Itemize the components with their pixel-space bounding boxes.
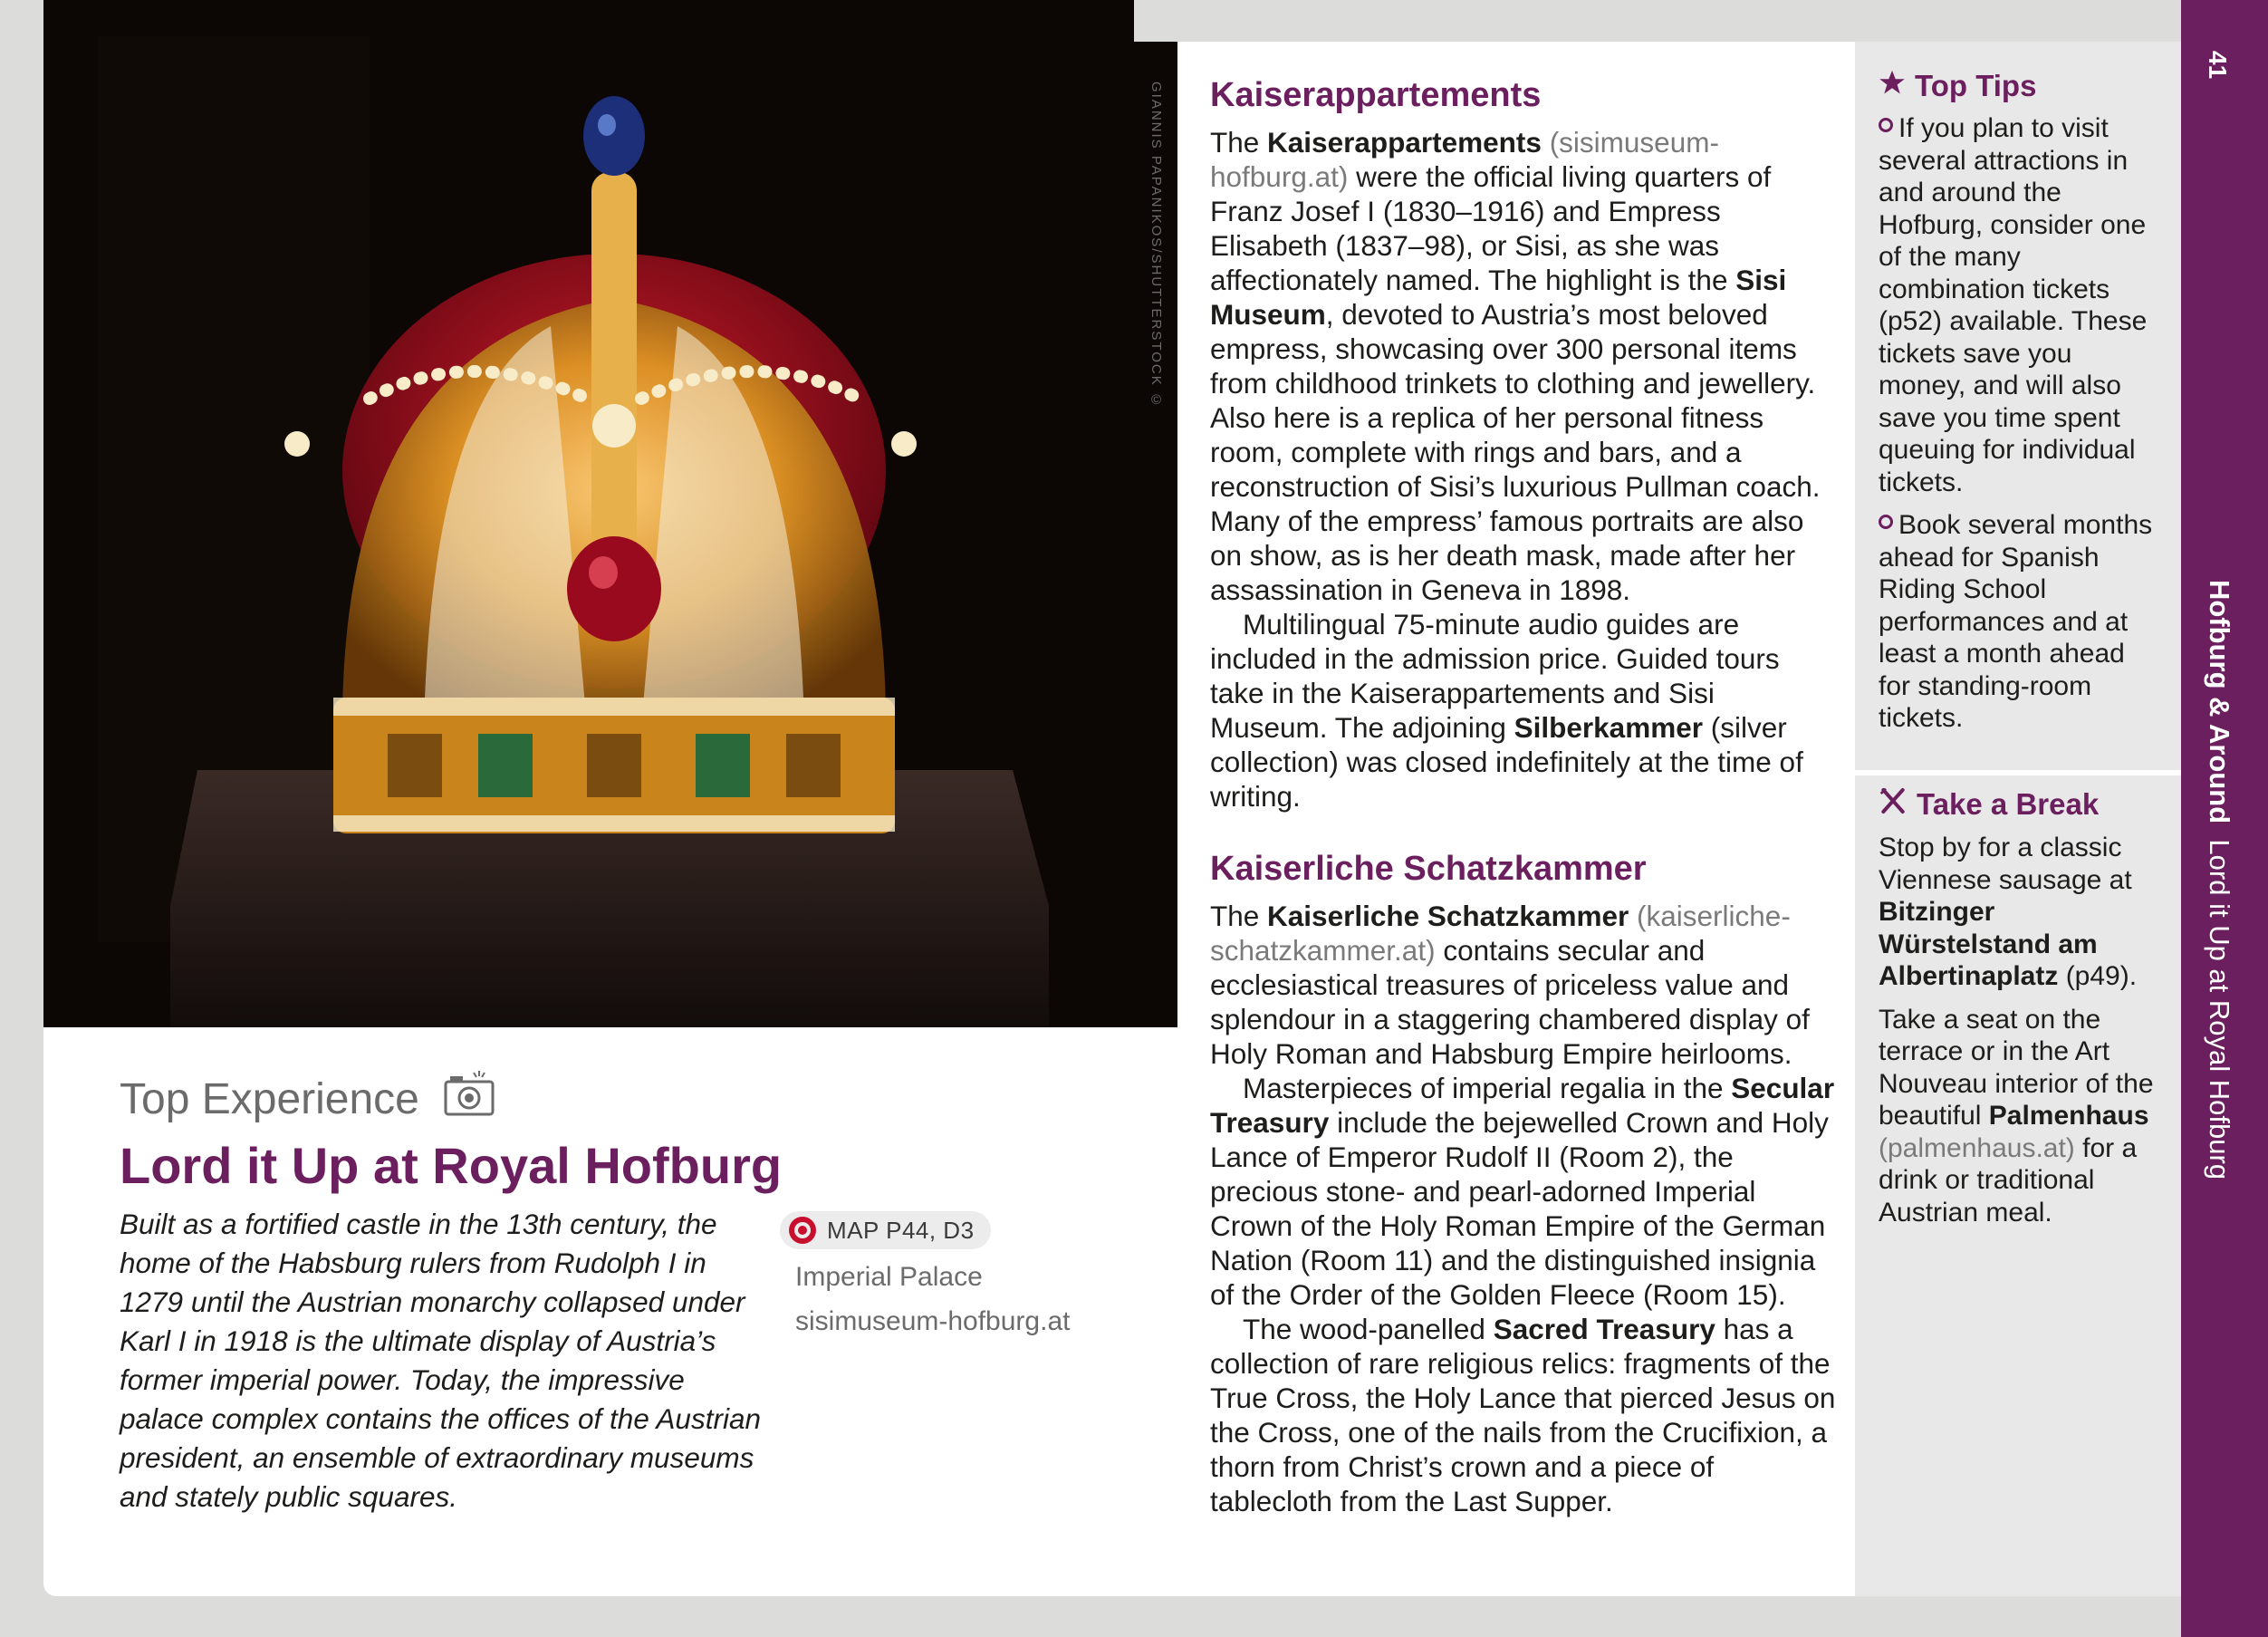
break-para-2: [1879, 1004, 2163, 1229]
heading-text: Top Tips: [1915, 69, 2037, 102]
bullet-icon: [1879, 118, 1893, 132]
bold-name: Kaiserliche Schatzkammer: [1267, 900, 1629, 932]
para-schatzkammer-2: [1210, 1071, 1837, 1312]
text: , devoted to Austria’s most beloved empress, showcasing over 300 personal items from childhood trinkets to clothing and jewellery. Also here is a replica of her personal fitness room, complete with rings and bars, and a reconstruction of Sisi’s luxurious Pullman coach. Many of the empress’ famous portraits are also on show, as is her death mask, made after her assassination in Geneva in 1898.: [1210, 298, 1821, 606]
url[interactable]: (sisimuseum-hofburg.at): [1210, 126, 1719, 193]
experience-header: [120, 1069, 1152, 1195]
tip-item: [1879, 509, 2163, 735]
break-para-1: [1879, 832, 2163, 993]
tip-text: If you plan to visit several attractions in and around the Hofburg, consider one of the many combination tickets (p52) available. These tickets save you money, and will also save you time spent queuing for individual tickets.: [1879, 113, 2148, 497]
experience-title: Lord it Up at Royal Hofburg: [120, 1137, 783, 1194]
text: The: [1210, 900, 1268, 932]
crown-photo: [43, 0, 1177, 1027]
camera-icon: [443, 1069, 495, 1129]
experience-kicker: [120, 1069, 1152, 1129]
text: contains secular and ecclesiastical treasures of priceless value and splendour in a staggering chambered display of Holy Roman and Habsburg Empire heirlooms.: [1210, 934, 1810, 1070]
experience-intro: Built as a fortified castle in the 13th century, the home of the Habsburg rulers from Rudolph I in 1279 until the Austrian monarchy collapsed under Karl I in 1918 is the ultimate display of Austria’s former imperial power. Today, the impressive palace complex contains the offices of the Austrian president, an ensemble of extraordinary museums and stately public squares.: [120, 1208, 761, 1513]
bold-name: Sisi Museum: [1210, 264, 1787, 331]
bullet-icon: [1879, 515, 1893, 529]
para-kaiserappartements-2: [1210, 607, 1837, 814]
kicker-text: Top Experience: [120, 1074, 419, 1123]
text: Multilingual 75-minute audio guides are included in the admission price. Guided tours take in the Kaiserappartements and Sisi Museum. The adjoining: [1210, 608, 1780, 744]
text: The: [1210, 126, 1268, 159]
para-kaiserappartements-1: [1210, 125, 1837, 607]
place-name: Imperial Palace: [795, 1262, 983, 1292]
heading-kaiserappartements: Kaiserappartements: [1210, 76, 1542, 114]
text: (p49).: [2058, 961, 2138, 991]
text: include the bejewelled Crown and Holy Lance of Emperor Rudolf II (Room 2), the precious stone- and pearl-adorned Imperial Crown of the Holy Roman Empire of the German Nation (Room 11) and the distinguished insignia of the Order of the Golden Fleece (Room 15).: [1210, 1106, 1829, 1311]
bold-name: Silberkammer: [1514, 711, 1703, 744]
heading-text: Take a Break: [1917, 787, 2100, 821]
bold-name: Sacred Treasury: [1493, 1313, 1715, 1345]
take-a-break-heading: [1879, 786, 2163, 823]
text: (silver collection) was closed indefinitely at the time of writing.: [1210, 711, 1803, 813]
top-tips-heading: [1879, 69, 2163, 103]
text: The wood-panelled: [1243, 1313, 1494, 1345]
text: has a collection of rare religious relics: fragments of the True Cross, the Holy Lance that pierced Jesus on the Cross, one of the nails from the Crucifixion, a thorn from Christ’s crown and a piece of tablecloth from the Last Supper.: [1210, 1313, 1836, 1517]
bold-name: Secular Treasury: [1210, 1072, 1835, 1139]
para-schatzkammer-3: [1210, 1312, 1837, 1518]
main-column: [1210, 76, 1837, 1518]
cutlery-icon: [1879, 786, 1908, 823]
text: were the official living quarters of Franz Josef I (1830–1916) and Empress Elisabeth (1837–98), or Sisi, as she was affectionately named. The highlight is the: [1210, 160, 1772, 296]
photo-credit: GIANNIS PAPANIKOS/SHUTTERSTOCK ©: [1148, 82, 1164, 409]
url[interactable]: (kaiserliche-schatzkammer.at): [1210, 900, 1791, 967]
bold-name: Palmenhaus: [1988, 1101, 2149, 1131]
text: Masterpieces of imperial regalia in the: [1243, 1072, 1732, 1104]
chapter-name: Lord it Up at Royal Hofburg: [2204, 839, 2235, 1180]
text: for a drink or traditional Austrian meal.: [1879, 1132, 2138, 1228]
map-target-icon: [789, 1217, 816, 1244]
heading-schatzkammer: Kaiserliche Schatzkammer: [1210, 850, 1647, 888]
bold-name: Bitzinger Würstelstand am Albertinaplatz: [1879, 897, 2098, 991]
section-name: Hofburg & Around: [2204, 580, 2235, 824]
take-a-break-box: [1879, 786, 2163, 1239]
text: Take a seat on the terrace or in the Art Nouveau interior of the beautiful: [1879, 1004, 2154, 1131]
tip-item: [1879, 112, 2163, 498]
map-ref-text: MAP P44, D3: [827, 1216, 975, 1244]
para-schatzkammer-1: [1210, 899, 1837, 1071]
map-reference[interactable]: [780, 1211, 991, 1249]
tip-text: Book several months ahead for Spanish Riding School performances and at least a month ahead for standing-room tickets.: [1879, 510, 2153, 733]
page-number: 41: [2204, 51, 2232, 80]
website-link[interactable]: sisimuseum-hofburg.at: [795, 1306, 1071, 1336]
bold-name: Kaiserappartements: [1267, 126, 1542, 159]
imperial-crown-illustration: [43, 0, 1177, 1027]
top-tips-box: [1879, 69, 2163, 746]
top-margin: [1134, 0, 2181, 42]
url[interactable]: (palmenhaus.at): [1879, 1132, 2075, 1163]
star-icon: [1879, 69, 1906, 103]
running-head: [2203, 580, 2235, 1180]
sidebar-divider: [1855, 770, 2181, 775]
text: Stop by for a classic Viennese sausage at: [1879, 833, 2132, 895]
